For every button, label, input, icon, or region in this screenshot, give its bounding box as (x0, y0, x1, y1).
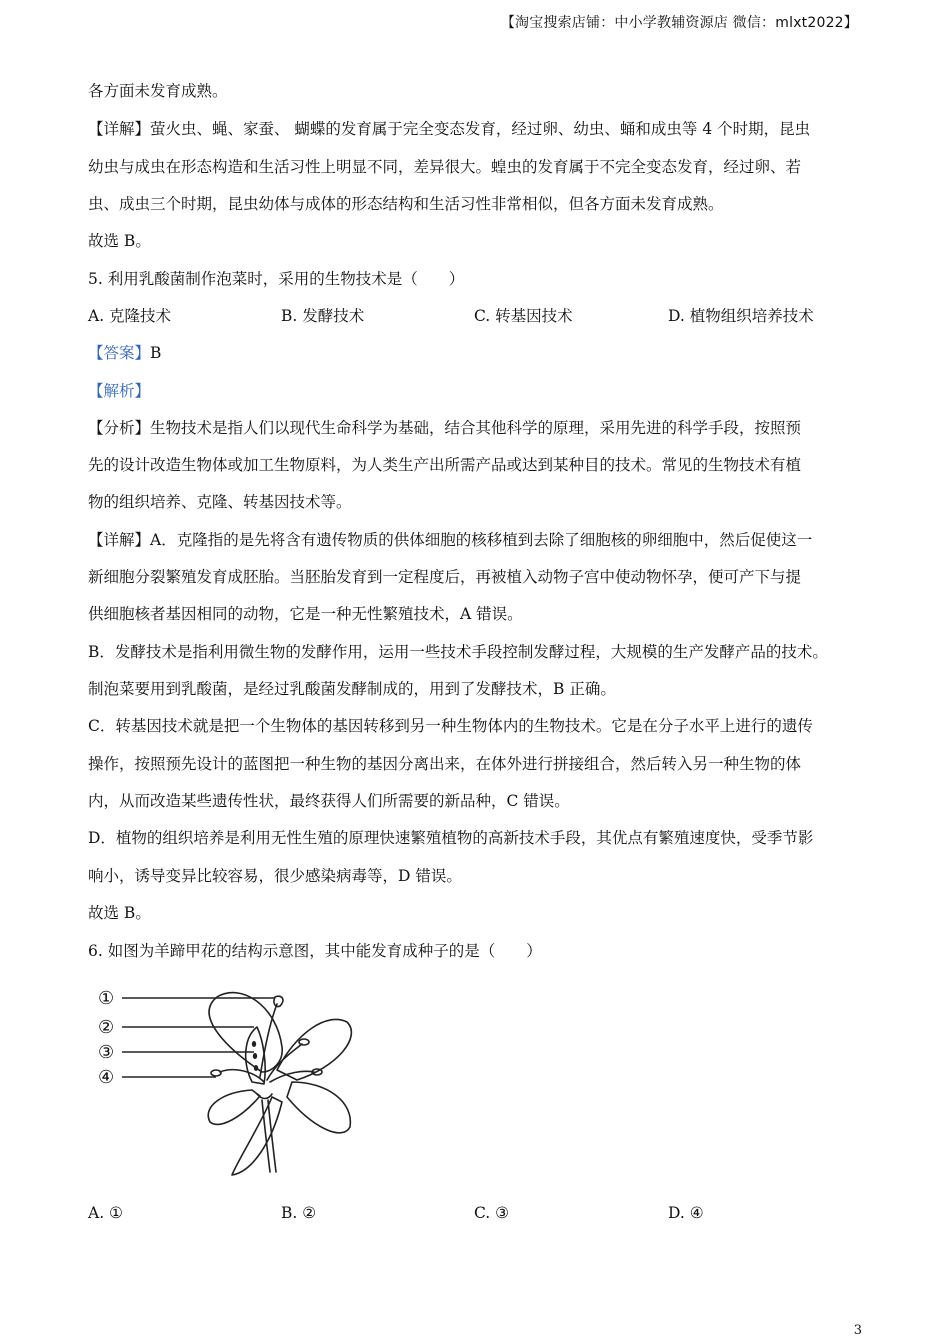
ovule (252, 1041, 256, 1047)
text-line: 各方面未发育成熟。 (88, 82, 228, 100)
anther (299, 1039, 309, 1045)
ovule (254, 1065, 258, 1071)
option-d: D. ④ (668, 1204, 704, 1222)
stamen (220, 1070, 264, 1082)
text-line: D．植物的组织培养是利用无性生殖的原理快速繁殖植物的高新技术手段，其优点有繁殖速度快，受季节影 (88, 829, 814, 847)
text-line: B．发酵技术是指利用微生物的发酵作用，运用一些技术手段控制发酵过程，大规模的生产发酵产品的技术。 (88, 643, 828, 661)
question-5-stem: 5. 利用乳酸菌制作泡菜时，采用的生物技术是（ ） (88, 270, 465, 288)
petal (277, 1019, 351, 1080)
answer-value: B (150, 344, 162, 362)
label-1: ① (98, 988, 115, 1009)
text-line: 供细胞核者基因相同的动物，它是一种无性繁殖技术，A 错误。 (88, 605, 523, 623)
label-4: ④ (98, 1067, 115, 1088)
text-line: 操作，按照预先设计的蓝图把一种生物的基因分离出来，在体外进行拼接组合，然后转入另一种生物的体 (88, 755, 802, 773)
text-line: 故选 B。 (88, 904, 151, 922)
page-header: 【淘宝搜索店铺：中小学教辅资源店 微信：mlxt2022】 (500, 15, 858, 31)
petal (287, 1082, 350, 1133)
option-a: A. ① (88, 1204, 123, 1222)
petal (208, 1090, 260, 1124)
text-line: 响小，诱导变异比较容易，很少感染病毒等，D 错误。 (88, 867, 462, 885)
flower-structure-diagram (92, 982, 362, 1182)
option-b: B. ② (281, 1204, 317, 1222)
ovule (253, 1053, 257, 1059)
anther (211, 1070, 221, 1076)
answer-tag: 【答案】 (88, 344, 151, 362)
text-line: 故选 B。 (88, 232, 151, 250)
option-d: D. 植物组织培养技术 (668, 307, 814, 325)
stigma (274, 996, 283, 1006)
option-c: C. ③ (474, 1204, 510, 1222)
style (260, 1004, 277, 1077)
label-2: ② (98, 1017, 115, 1038)
text-line: 【详解】A．克隆指的是先将含有遗传物质的供体细胞的核移植到去除了细胞核的卵细胞中，然后促使这一 (88, 531, 813, 549)
text-line: 【详解】萤火虫、蝇、家蚕、 蝴蝶的发育属于完全变态发育，经过卵、幼虫、蛹和成虫等 4 个时期，昆虫 (88, 120, 811, 138)
text-line: 内，从而改造某些遗传性状，最终获得人们所需要的新品种，C 错误。 (88, 792, 570, 810)
question-6-stem: 6. 如图为羊蹄甲花的结构示意图，其中能发育成种子的是（ ） (88, 942, 542, 960)
option-c: C. 转基因技术 (474, 307, 573, 325)
text-line: 【分析】生物技术是指人们以现代生命科学为基础，结合其他科学的原理，采用先进的科学手段，按照预 (88, 419, 802, 437)
option-b: B. 发酵技术 (281, 307, 365, 325)
page-number: 3 (853, 1323, 862, 1338)
label-3: ③ (98, 1042, 115, 1063)
text-line: 制泡菜要用到乳酸菌，是经过乳酸菌发酵制成的，用到了发酵技术，B 正确。 (88, 680, 616, 698)
text-line: 物的组织培养、克隆、转基因技术等。 (88, 493, 352, 511)
text-line: 幼虫与成虫在形态构造和生活习性上明显不同，差异很大。蝗虫的发育属于不完全变态发育，经过卵、若 (88, 158, 802, 176)
text-line: 虫、成虫三个时期，昆虫幼体与成体的形态结构和生活习性非常相似，但各方面未发育成熟。 (88, 195, 724, 213)
answer-line (88, 342, 161, 364)
option-a: A. 克隆技术 (88, 307, 172, 325)
text-line: 先的设计改造生物体或加工生物原料，为人类生产出所需产品或达到某种目的技术。常见的生物技术有植 (88, 456, 802, 474)
analysis-tag: 【解析】 (88, 382, 151, 400)
text-line: C．转基因技术就是把一个生物体的基因转移到另一种生物体内的生物技术。它是在分子水平上进行的遗传 (88, 717, 813, 735)
text-line: 新细胞分裂繁殖发育成胚胎。当胚胎发育到一定程度后，再被植入动物子宫中使动物怀孕，便可产下与提 (88, 568, 802, 586)
